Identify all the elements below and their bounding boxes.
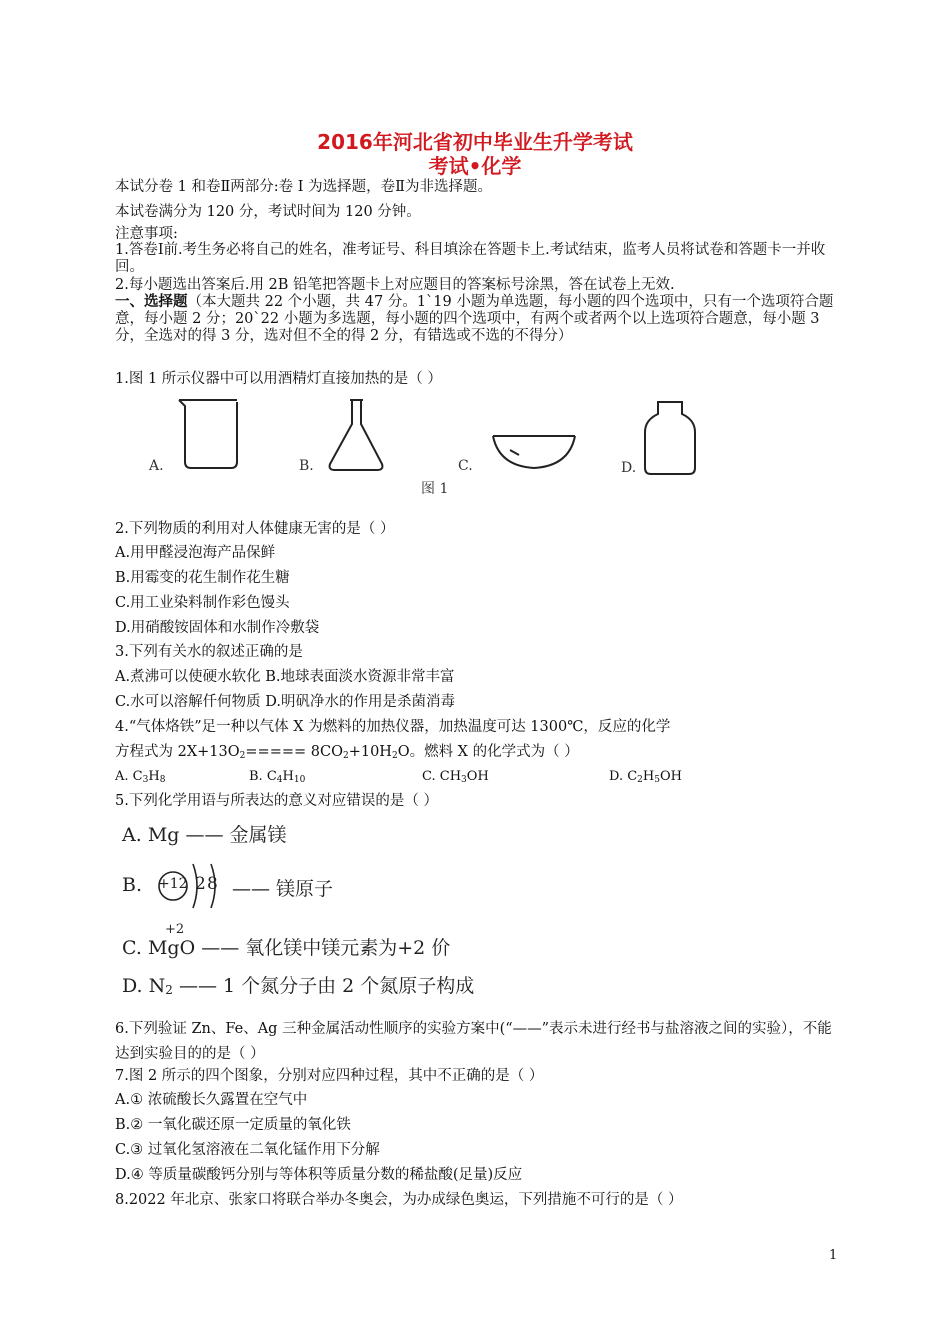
reagent-bottle-icon bbox=[645, 402, 695, 474]
section-title: 一、选择题 bbox=[115, 293, 188, 310]
exam-title: 2016年河北省初中毕业生升学考试 bbox=[317, 130, 633, 154]
valence-mark: +2 bbox=[165, 922, 185, 937]
q7-option-c: C.③ 过氧化氢溶液在二氧化锰作用下分解 bbox=[115, 1142, 380, 1158]
q2-option-d: D.用硝酸铵固体和水制作冷敷袋 bbox=[115, 620, 320, 636]
q2-option-a: A.用甲醛浸泡海产品保鲜 bbox=[115, 545, 276, 561]
section-description: （本大题共 22 个小题，共 47 分。1`19 小题为单选题，每小题的四个选项中，只有一个选项符合题意，每小题 2 分；20`22 小题为多选题，每小题的四个选项中，有两个或者两个以上选项符合题意，每小题 3 分，全选对的得 3 分，选对但不全的得 2 分，有错选或不选的不得分） bbox=[115, 294, 834, 344]
q7-option-b: B.② 一氧化碳还原一定质量的氧化铁 bbox=[115, 1117, 351, 1133]
apparatus-figure bbox=[115, 392, 715, 497]
q5-stem: 5.下列化学用语与所表达的意义对应错误的是（ ） bbox=[115, 793, 438, 809]
q7-option-d: D.④ 等质量碳酸钙分别与等体积等质量分数的稀盐酸(足量)反应 bbox=[115, 1167, 523, 1183]
q1-figure-caption: 图 1 bbox=[421, 481, 449, 497]
q2-option-c: C.用工业染料制作彩色馒头 bbox=[115, 595, 290, 611]
q4-option-d: D. $C_2H_5OH$ bbox=[609, 769, 682, 785]
q7-stem: 7.图 2 所示的四个图象，分别对应四种过程，其中不正确的是（ ） bbox=[115, 1068, 544, 1084]
q5-option-b-label: B. bbox=[122, 874, 143, 896]
q1-stem: 1.图 1 所示仪器中可以用酒精灯直接加热的是（ ） bbox=[115, 371, 442, 387]
beaker-icon bbox=[179, 400, 237, 468]
q4-equation: 方程式为 $2X+13O_2===== 8CO_2+10H_2O$。燃料 X 的化学式为（ ） bbox=[115, 744, 579, 761]
q8-stem: 8.2022 年北京、张家口将联合举办冬奥会，为办成绿色奥运，下列措施不可行的是（ ） bbox=[115, 1192, 683, 1208]
q4-option-c: C. $CH_3OH$ bbox=[422, 769, 489, 785]
evaporating-dish-icon bbox=[493, 436, 575, 468]
intro-line-1: 本试分卷 1 和卷Ⅱ两部分:卷 I 为选择题，卷Ⅱ为非选择题。 bbox=[115, 179, 492, 195]
q1-option-d: D. bbox=[621, 460, 637, 476]
q6-stem: 6.下列验证 Zn、Fe、Ag 三种金属活动性顺序的实验方案中(“——”表示未进行经书与盐溶液之间的实验），不能达到实验目的的是（ ） bbox=[115, 1021, 832, 1062]
shell-1-electrons: 2 bbox=[195, 874, 206, 894]
q1-option-a: A. bbox=[149, 458, 164, 474]
exam-subtitle: 考试•化学 bbox=[428, 154, 522, 178]
nucleus-charge: +12 bbox=[158, 876, 188, 892]
q4-option-a: A. $C_3H_8$ bbox=[115, 769, 166, 785]
conical-flask-icon bbox=[330, 400, 383, 470]
shell-2-electrons: 8 bbox=[207, 874, 218, 894]
q5-option-c: C. MgO —— 氧化镁中镁元素为+2 价 bbox=[122, 937, 451, 959]
q5-option-a: A. Mg —— 金属镁 bbox=[122, 824, 287, 846]
q4-stem: 4.“气体烙铁”足一种以气体 X 为燃料的加热仪器，加热温度可达 1300℃，反应的化学 bbox=[115, 719, 671, 735]
q3-stem: 3.下列有关水的叙述正确的是 bbox=[115, 644, 303, 660]
page-number: 1 bbox=[829, 1248, 838, 1263]
notes-title: 注意事项: bbox=[115, 226, 178, 242]
intro-line-2: 本试卷满分为 120 分，考试时间为 120 分钟。 bbox=[115, 204, 421, 220]
q1-figure bbox=[115, 392, 715, 497]
q2-stem: 2.下列物质的利用对人体健康无害的是（ ） bbox=[115, 521, 395, 537]
q2-option-b: B.用霉变的花生制作花生糖 bbox=[115, 570, 290, 586]
q7-option-a: A.① 浓硫酸长久露置在空气中 bbox=[115, 1092, 308, 1108]
q5-option-b-text: —— 镁原子 bbox=[232, 878, 334, 900]
section-instructions bbox=[115, 293, 837, 345]
q3-options-ab: A.煮沸可以使硬水软化 B.地球表面淡水资源非常丰富 bbox=[115, 669, 455, 685]
note-2: 2.每小题选出答案后.用 2B 铅笔把答题卡上对应题目的答案标号涂黑，答在试卷上无效. bbox=[115, 277, 675, 293]
q1-option-c: C. bbox=[458, 458, 473, 474]
q4-option-b: B. $C_4H_{10}$ bbox=[249, 769, 306, 785]
magnesium-atom-diagram bbox=[155, 856, 225, 916]
q1-option-b: B. bbox=[299, 458, 314, 474]
note-1: 1.答卷Ⅰ前.考生务必将自己的姓名，准考证号、科目填涂在答题卡上.考试结束，监考人员将试卷和答题卡一并收回。 bbox=[115, 242, 826, 275]
q3-options-cd: C.水可以溶解仟何物质 D.明矾净水的作用是杀菌消毒 bbox=[115, 694, 456, 710]
q5-option-d: D. $N_2$ —— 1 个氮分子由 2 个氮原子构成 bbox=[122, 975, 475, 997]
